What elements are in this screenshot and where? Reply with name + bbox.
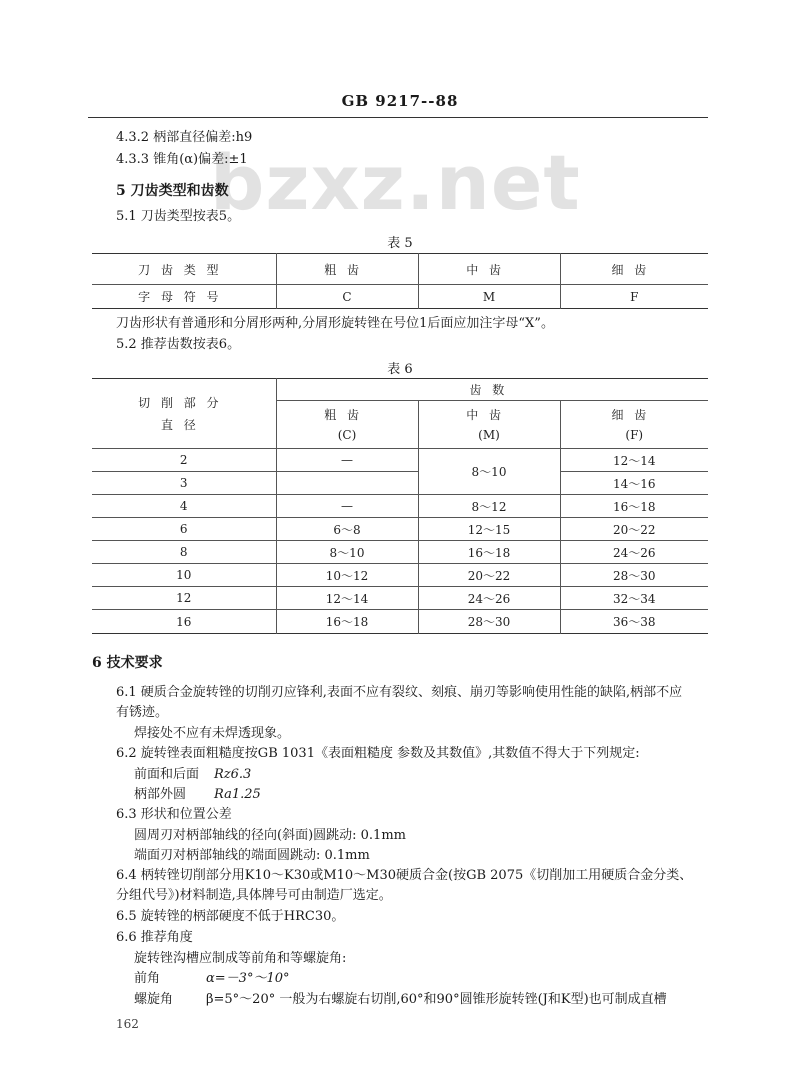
table-row — [92, 449, 708, 472]
section-6-heading: 6 技术要求 — [92, 655, 163, 671]
table-row — [92, 495, 708, 518]
table-cell: 20～22 — [560, 518, 708, 541]
table-row — [92, 541, 708, 564]
para-6-1-line2: 有锈迹。 — [116, 705, 169, 720]
table-cell: — — [276, 449, 418, 472]
para-6-3: 6.3 形状和位置公差 — [116, 807, 232, 822]
table-cell: F — [560, 285, 708, 309]
para-6-5: 6.5 旋转锉的柄部硬度不低于HRC30。 — [116, 909, 345, 924]
table-cell: 10～12 — [276, 564, 418, 587]
fine-header-code: (F) — [625, 427, 644, 442]
table-row — [92, 472, 708, 495]
angle-intro: 旋转锉沟槽应制成等前角和等螺旋角: — [134, 951, 347, 966]
table-cell: 28～30 — [418, 610, 560, 634]
table-row — [92, 285, 708, 309]
table-6 — [92, 378, 708, 634]
table-cell: 粗齿 — [276, 254, 418, 285]
table-row — [92, 610, 708, 634]
para-6-2: 6.2 旋转锉表面粗糙度按GB 1031《表面粗糙度 参数及其数值》,其数值不得大于下列规定: — [116, 746, 640, 761]
table-6-caption: 表 6 — [387, 362, 413, 377]
coarse-header — [276, 401, 418, 449]
table-5 — [92, 253, 708, 309]
coarse-header-name: 粗齿 — [324, 407, 370, 422]
table-cell: C — [276, 285, 418, 309]
roughness-face-label: 前面和后面 — [134, 767, 200, 782]
table-5-caption: 表 5 — [387, 236, 413, 251]
table-cell: 14～16 — [560, 472, 708, 495]
table-cell: 12 — [92, 587, 276, 610]
table-cell: 中齿 — [418, 254, 560, 285]
tooth-form-note: 刀齿形状有普通形和分屑形两种,分屑形旋转锉在号位1后面应加注字母“X”。 — [116, 316, 554, 331]
para-5-2: 5.2 推荐齿数按表6。 — [116, 337, 241, 352]
para-6-4-line2: 分组代号》)材料制造,具体牌号可由制造厂选定。 — [116, 888, 392, 903]
table-cell: 刀齿类型 — [138, 262, 230, 277]
para-6-4-line1: 6.4 柄转锉切削部分用K10～K30或M10～M30硬质合金(按GB 2075《切削加工用硬质合金分类、 — [116, 868, 693, 883]
roughness-shank-label: 柄部外圆 — [134, 787, 187, 802]
table-row — [92, 518, 708, 541]
table-cell: 2 — [92, 449, 276, 472]
rake-angle-label: 前角 — [134, 971, 161, 986]
item-4-3-3: 4.3.3 锥角(α)偏差:±1 — [116, 152, 248, 167]
table-cell — [276, 472, 418, 495]
table-cell: 字母符号 — [138, 290, 230, 304]
table-cell: 8～10 — [276, 541, 418, 564]
medium-header-code: (M) — [478, 427, 500, 442]
watermark: bzxz.net — [210, 138, 581, 227]
helix-angle-label: 螺旋角 — [134, 992, 174, 1007]
para-6-1-line1: 6.1 硬质合金旋转锉的切削刃应锋利,表面不应有裂纹、刻痕、崩刃等影响使用性能的缺陷,柄部不应 — [116, 685, 683, 700]
table-cell: 24～26 — [560, 541, 708, 564]
roughness-face-value: Rz6.3 — [214, 767, 252, 782]
diameter-header — [92, 379, 276, 449]
para-6-1-line3: 焊接处不应有未焊透现象。 — [134, 726, 291, 741]
medium-header — [418, 401, 560, 449]
table-cell: 16～18 — [560, 495, 708, 518]
page-number: 162 — [116, 1017, 139, 1031]
roughness-shank-value: Ra1.25 — [214, 787, 261, 802]
header-rule — [88, 117, 708, 118]
table-cell: 20～22 — [418, 564, 560, 587]
table-cell: 16 — [176, 614, 192, 629]
table-cell: 32～34 — [560, 587, 708, 610]
table-cell: 6 — [92, 518, 276, 541]
table-row — [92, 254, 708, 285]
table-row — [92, 587, 708, 610]
table-cell: 细齿 — [560, 254, 708, 285]
table-cell: 16～18 — [418, 541, 560, 564]
table-cell: 28～30 — [560, 564, 708, 587]
rake-angle-value: α=－3°～10° — [206, 971, 290, 986]
table-cell-merged: 8～10 — [418, 449, 560, 495]
table-header-row — [92, 379, 708, 401]
fine-header-name: 细齿 — [611, 407, 658, 422]
para-5-1: 5.1 刀齿类型按表5。 — [116, 209, 241, 224]
table-cell: 4 — [92, 495, 276, 518]
medium-header-name: 中齿 — [466, 407, 512, 422]
helix-angle-value: β=5°～20° 一般为右螺旋右切削,60°和90°圆锥形旋转锉(J和K型)也可制成直槽 — [206, 992, 667, 1007]
table-cell: 8 — [92, 541, 276, 564]
table-cell: M — [418, 285, 560, 309]
table-cell: 36～38 — [560, 610, 708, 634]
table-cell: 12～14 — [560, 449, 708, 472]
teeth-count-header: 齿数 — [276, 379, 708, 401]
diameter-header-line1: 切削部分 — [138, 395, 230, 410]
table-cell: 24～26 — [418, 587, 560, 610]
diameter-header-line2: 直径 — [160, 417, 207, 432]
table-row — [92, 564, 708, 587]
table-cell: 3 — [92, 472, 276, 495]
standard-header: GB 9217--88 — [341, 92, 459, 110]
radial-runout: 圆周刃对柄部轴线的径向(斜面)圆跳动: 0.1mm — [134, 828, 406, 843]
table-cell: 10 — [92, 564, 276, 587]
fine-header — [560, 401, 708, 449]
table-cell: 6～8 — [276, 518, 418, 541]
table-cell: 12～15 — [418, 518, 560, 541]
para-6-6: 6.6 推荐角度 — [116, 930, 193, 945]
table-cell: 12～14 — [276, 587, 418, 610]
table-cell: 16～18 — [276, 610, 418, 634]
item-4-3-2: 4.3.2 柄部直径偏差:h9 — [116, 130, 253, 145]
table-cell: — — [276, 495, 418, 518]
table-cell: 8～12 — [418, 495, 560, 518]
face-runout: 端面刃对柄部轴线的端面圆跳动: 0.1mm — [134, 848, 370, 863]
section-5-heading: 5 刀齿类型和齿数 — [116, 183, 229, 199]
coarse-header-code: (C) — [337, 427, 357, 442]
